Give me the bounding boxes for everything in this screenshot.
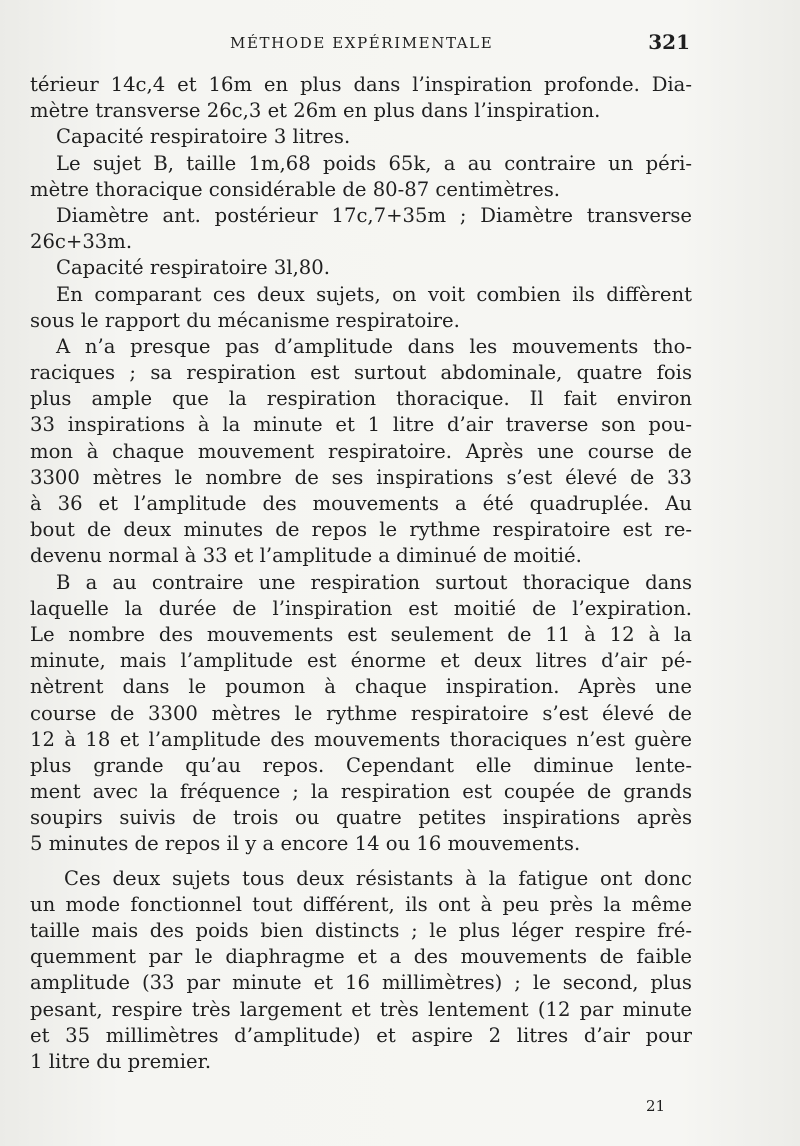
- text-line: 1 litre du premier.: [30, 1049, 212, 1073]
- text-line: course de 3300 mètres le rythme respiratoire s’est élevé de: [30, 701, 692, 725]
- text-line: ment avec la fréquence ; la respiration est coupée de grands: [30, 780, 692, 804]
- text-line: Ces deux sujets tous deux résistants à la fatigue ont donc: [64, 866, 692, 890]
- text-line: B a au contraire une respiration surtout thoracique dans: [56, 570, 692, 594]
- text-line: mètre thoracique considérable de 80-87 centimètres.: [30, 177, 561, 201]
- signature-mark: 21: [646, 1097, 666, 1115]
- text-line: Le nombre des mouvements est seulement de 11 à 12 à la: [30, 622, 692, 646]
- page-number: 321: [648, 30, 690, 54]
- text-line: plus ample que la respiration thoracique. Il fait environ: [30, 387, 692, 411]
- text-line: En comparant ces deux sujets, on voit combien ils diffèrent: [56, 282, 692, 306]
- text-line: 33 inspirations à la minute et 1 litre d’air traverse son pou-: [30, 413, 692, 437]
- text-line: raciques ; sa respiration est surtout abdominale, quatre fois: [30, 361, 692, 385]
- text-line: Capacité respiratoire 3l,80.: [56, 256, 330, 280]
- text-line: sous le rapport du mécanisme respiratoire.: [30, 308, 460, 332]
- body-text: [30, 72, 692, 1075]
- text-line: nètrent dans le poumon à chaque inspiration. Après une: [30, 675, 692, 699]
- text-line: mètre transverse 26c,3 et 26m en plus dans l’inspiration.: [30, 99, 601, 123]
- text-line: Diamètre ant. postérieur 17c,7+35m ; Diamètre transverse: [56, 203, 692, 227]
- text-line: plus grande qu’au repos. Cependant elle diminue lente-: [30, 753, 692, 777]
- text-line: amplitude (33 par minute et 16 millimètres) ; le second, plus: [30, 971, 692, 995]
- text-line: 3300 mètres le nombre de ses inspirations s’est élevé de 33: [30, 465, 692, 489]
- text-line: térieur 14c,4 et 16m en plus dans l’inspiration profonde. Dia-: [30, 73, 692, 96]
- text-line: mon à chaque mouvement respiratoire. Après une course de: [30, 439, 692, 463]
- text-line: minute, mais l’amplitude est énorme et deux litres d’air pé-: [30, 649, 692, 673]
- text-line: un mode fonctionnel tout différent, ils ont à peu près la même: [30, 892, 692, 916]
- running-title: MÉTHODE EXPÉRIMENTALE: [230, 34, 494, 52]
- text-line: 12 à 18 et l’amplitude des mouvements thoraciques n’est guère: [30, 727, 692, 751]
- text-line: devenu normal à 33 et l’amplitude a diminué de moitié.: [30, 544, 582, 568]
- paragraph-gap: [30, 858, 692, 866]
- text-line: 5 minutes de repos il y a encore 14 ou 16 mouvements.: [30, 832, 581, 856]
- text-line: pesant, respire très largement et très lentement (12 par minute: [30, 997, 692, 1021]
- running-head: [30, 30, 692, 58]
- text-line: à 36 et l’amplitude des mouvements a été quadruplée. Au: [30, 492, 692, 515]
- text-line: Capacité respiratoire 3 litres.: [56, 125, 351, 149]
- text-line: quemment par le diaphragme et a des mouvements de faible: [30, 945, 692, 969]
- text-line: soupirs suivis de trois ou quatre petites inspirations après: [30, 806, 692, 830]
- text-line: laquelle la durée de l’inspiration est moitié de l’expiration.: [30, 596, 692, 620]
- text-line: A n’a presque pas d’amplitude dans les mouvements tho-: [56, 334, 692, 358]
- text-line: 26c+33m.: [30, 230, 133, 254]
- text-line: bout de deux minutes de repos le rythme respiratoire est re-: [30, 518, 692, 542]
- text-line: Le sujet B, taille 1m,68 poids 65k, a au contraire un péri-: [56, 151, 692, 175]
- text-line: et 35 millimètres d’amplitude) et aspire 2 litres d’air pour: [30, 1023, 692, 1047]
- text-line: taille mais des poids bien distincts ; le plus léger respire fré-: [30, 919, 692, 942]
